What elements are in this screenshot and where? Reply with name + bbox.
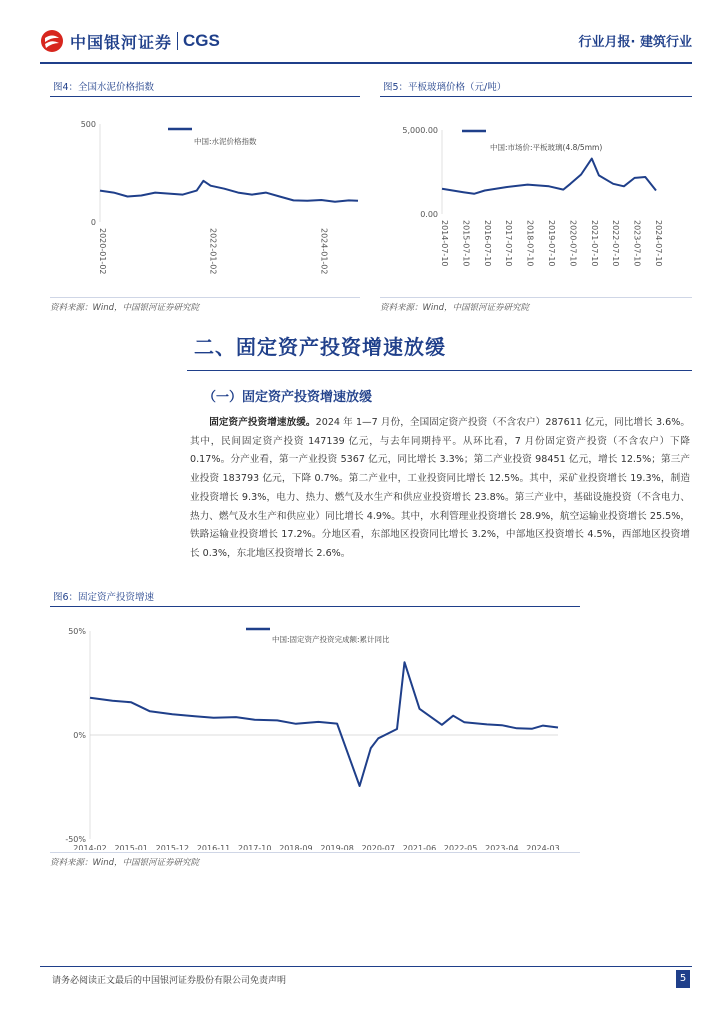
fig5-glass-price-chart bbox=[380, 108, 692, 298]
footer-divider bbox=[40, 966, 692, 967]
cgs-logo-icon bbox=[40, 29, 64, 53]
fig6-title-underline bbox=[50, 606, 580, 607]
body-paragraph bbox=[190, 414, 690, 564]
fig5-title: 图5：平板玻璃价格（元/吨） bbox=[383, 82, 507, 93]
fig6-xtick-label: 2021-06 bbox=[402, 844, 437, 850]
fig6-xtick-label: 2024-03 bbox=[526, 844, 560, 850]
fig6-legend-label: 中国:固定资产投资完成额:累计同比 bbox=[272, 635, 390, 644]
fig5-xtick-label: 2015-07-10 bbox=[461, 220, 471, 267]
fig6-xtick-label: 2020-07 bbox=[361, 844, 396, 850]
fig5-xtick-label: 2023-07-10 bbox=[632, 220, 642, 267]
fig5-xtick-label: 2018-07-10 bbox=[525, 220, 535, 267]
fig4-title: 图4：全国水泥价格指数 bbox=[53, 82, 155, 93]
fig5-xtick-label: 2014-07-10 bbox=[440, 220, 449, 267]
fig6-ytick-label: -50% bbox=[65, 835, 86, 844]
fig4-xtick-label: 2020-01-02 bbox=[98, 228, 107, 275]
page-number: 5 bbox=[676, 970, 690, 988]
fig5-source-divider bbox=[380, 297, 692, 298]
fig6-xtick-label: 2015-12 bbox=[155, 844, 190, 850]
fig5-source: 资料来源：Wind，中国银河证券研究院 bbox=[380, 303, 530, 313]
header-divider bbox=[40, 62, 692, 64]
section-title: 二、固定资产投资增速放缓 bbox=[194, 335, 446, 359]
fig6-ytick-label: 0% bbox=[73, 731, 86, 740]
fig6-xtick-label: 2014-02 bbox=[73, 844, 107, 850]
fig5-xtick-label: 2022-07-10 bbox=[611, 220, 621, 267]
section-divider bbox=[187, 370, 692, 371]
fig5-xtick-label: 2020-07-10 bbox=[568, 220, 578, 267]
fig5-xtick-label: 2019-07-10 bbox=[547, 220, 556, 267]
logo-english-name: CGS bbox=[183, 31, 220, 50]
fig4-xtick-label: 2024-01-02 bbox=[319, 228, 329, 275]
fig6-title: 图6：固定资产投资增速 bbox=[53, 592, 155, 603]
fig5-svg bbox=[380, 108, 692, 298]
fig4-xtick-label: 2022-01-02 bbox=[208, 228, 218, 275]
fig4-source-divider bbox=[50, 297, 360, 298]
fig4-source: 资料来源：Wind，中国银河证券研究院 bbox=[50, 303, 200, 313]
fig6-series-line bbox=[90, 662, 558, 786]
fig6-source: 资料来源：Wind，中国银河证券研究院 bbox=[50, 858, 200, 868]
report-type-label: 行业月报· 建筑行业 bbox=[578, 35, 692, 50]
fig4-svg bbox=[50, 108, 365, 298]
fig6-xtick-label: 2015-01 bbox=[114, 844, 148, 850]
fig6-svg bbox=[50, 614, 590, 850]
paragraph-lead: 固定资产投资增速放缓。 bbox=[209, 417, 316, 428]
paragraph-body: 2024 年 1—7 月份，全国固定资产投资（不含农户）287611 亿元，同比增长 3.6%。其中，民间固定资产投资 147139 亿元，与去年同期持平。从环比看，7 月份固定资产投资（不含农户）下降 0.17%。分产业看，第一产业投资 5367 亿元，同比增长 3.3%；第二产业投资 98451 亿元，增长 12.5%；第三产业投资 183793 亿元，下降 0.7%。第二产业中，工业投资同比增长 12.5%。其中，采矿业投资增长 19.3%，制造业投资增长 9.3%，电力、热力、燃气及水生产和供应业投资增长 23.8%。第三产业中，基础设施投资（不含电力、热力、燃气及水生产和供应业）同比增长 4.9%。其中，水利管理业投资增长 28.9%，航空运输业投资增长 25.5%，铁路运输业投资增长 17.2%。分地区看，东部地区投资同比增长 3.2%，中部地区投资增长 4.5%，西部地区投资增长 0.3%，东北地区投资增长 2.6%。 bbox=[190, 417, 690, 559]
fig4-cement-price-chart bbox=[50, 108, 365, 298]
fig5-xtick-label: 2024-07-10 bbox=[654, 220, 663, 267]
logo-chinese-name: 中国银河证券 bbox=[70, 32, 173, 52]
logo-divider bbox=[177, 32, 178, 50]
fig6-xtick-label: 2019-08 bbox=[320, 844, 354, 850]
fig6-xtick-label: 2023-04 bbox=[485, 844, 519, 850]
fig6-xtick-label: 2017-10 bbox=[238, 844, 272, 850]
fig4-title-underline bbox=[50, 96, 360, 97]
brand-logo bbox=[40, 28, 220, 54]
fig4-ytick-label: 0 bbox=[90, 218, 96, 227]
fig5-ytick-label: 5,000.00 bbox=[402, 126, 438, 135]
fig6-source-divider bbox=[50, 852, 580, 853]
footer-disclaimer: 请务必阅读正文最后的中国银河证券股份有限公司免责声明 bbox=[52, 976, 287, 986]
fig5-xtick-label: 2017-07-10 bbox=[504, 220, 514, 267]
fig6-xtick-label: 2018-09 bbox=[279, 844, 313, 850]
subsection-title: （一）固定资产投资增速放缓 bbox=[203, 390, 373, 405]
fig4-ytick-label: 500 bbox=[80, 120, 96, 129]
fig5-series-line bbox=[442, 159, 656, 194]
fig5-xtick-label: 2021-07-10 bbox=[589, 220, 599, 267]
fig5-legend-label: 中国:市场价:平板玻璃(4.8/5mm) bbox=[490, 143, 603, 152]
fig5-ytick-label: 0.00 bbox=[420, 210, 438, 219]
fig6-xtick-label: 2016-11 bbox=[196, 844, 231, 850]
fig6-ytick-label: 50% bbox=[68, 627, 86, 636]
fig6-xtick-label: 2022-05 bbox=[443, 844, 478, 850]
fig4-legend-label: 中国:水泥价格指数 bbox=[194, 137, 257, 146]
fig5-title-underline bbox=[380, 96, 692, 97]
fig5-xtick-label: 2016-07-10 bbox=[482, 220, 492, 267]
fig4-series-line bbox=[100, 181, 358, 202]
fig6-fai-growth-chart bbox=[50, 614, 590, 850]
